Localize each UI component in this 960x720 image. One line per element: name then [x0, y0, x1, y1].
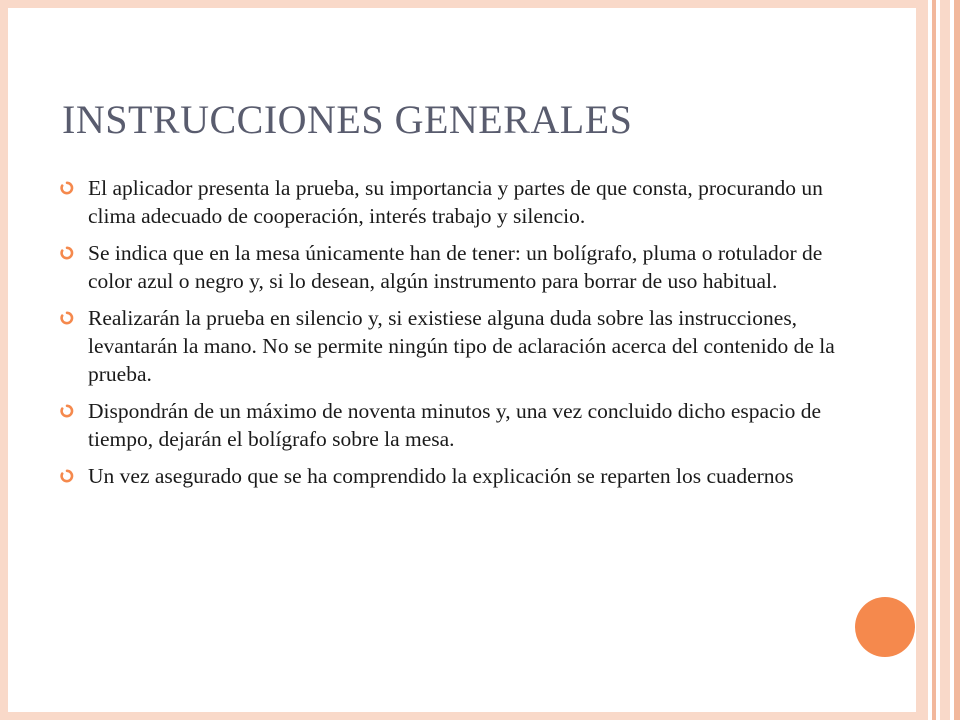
orange-ring-bullet-icon [60, 311, 74, 325]
bullet-text: El aplicador presenta la prueba, su importancia y partes de que consta, procurando un clima adecuado de cooperación, interés trabajo y silencio. [88, 176, 823, 228]
bullet-text: Se indica que en la mesa únicamente han de tener: un bolígrafo, pluma o rotulador de color azul o negro y, si lo desean, algún instrumento para borrar de uso habitual. [88, 241, 823, 293]
stripe-1 [916, 0, 928, 720]
stripe-3 [940, 0, 950, 720]
bullet-text: Un vez asegurado que se ha comprendido la explicación se reparten los cuadernos [88, 464, 794, 488]
bullet-list [60, 174, 840, 499]
right-stripes-decoration [916, 0, 960, 720]
orange-ring-bullet-icon [60, 404, 74, 418]
bullet-item [60, 174, 840, 230]
orange-ring-bullet-icon [60, 469, 74, 483]
bullet-item [60, 239, 840, 295]
bullet-text: Dispondrán de un máximo de noventa minutos y, una vez concluido dicho espacio de tiempo, dejarán el bolígrafo sobre la mesa. [88, 399, 822, 451]
stripe-4 [954, 0, 960, 720]
orange-circle-icon [855, 597, 915, 657]
slide-title: INSTRUCCIONES GENERALES [62, 97, 633, 142]
orange-ring-bullet-icon [60, 181, 74, 195]
bullet-item [60, 304, 840, 388]
orange-ring-bullet-icon [60, 246, 74, 260]
stripe-2 [932, 0, 936, 720]
bullet-item [60, 462, 840, 490]
bullet-item [60, 397, 840, 453]
bullet-text: Realizarán la prueba en silencio y, si existiese alguna duda sobre las instrucciones, levantarán la mano. No se permite ningún tipo de aclaración acerca del contenido de la prueba. [88, 306, 835, 386]
